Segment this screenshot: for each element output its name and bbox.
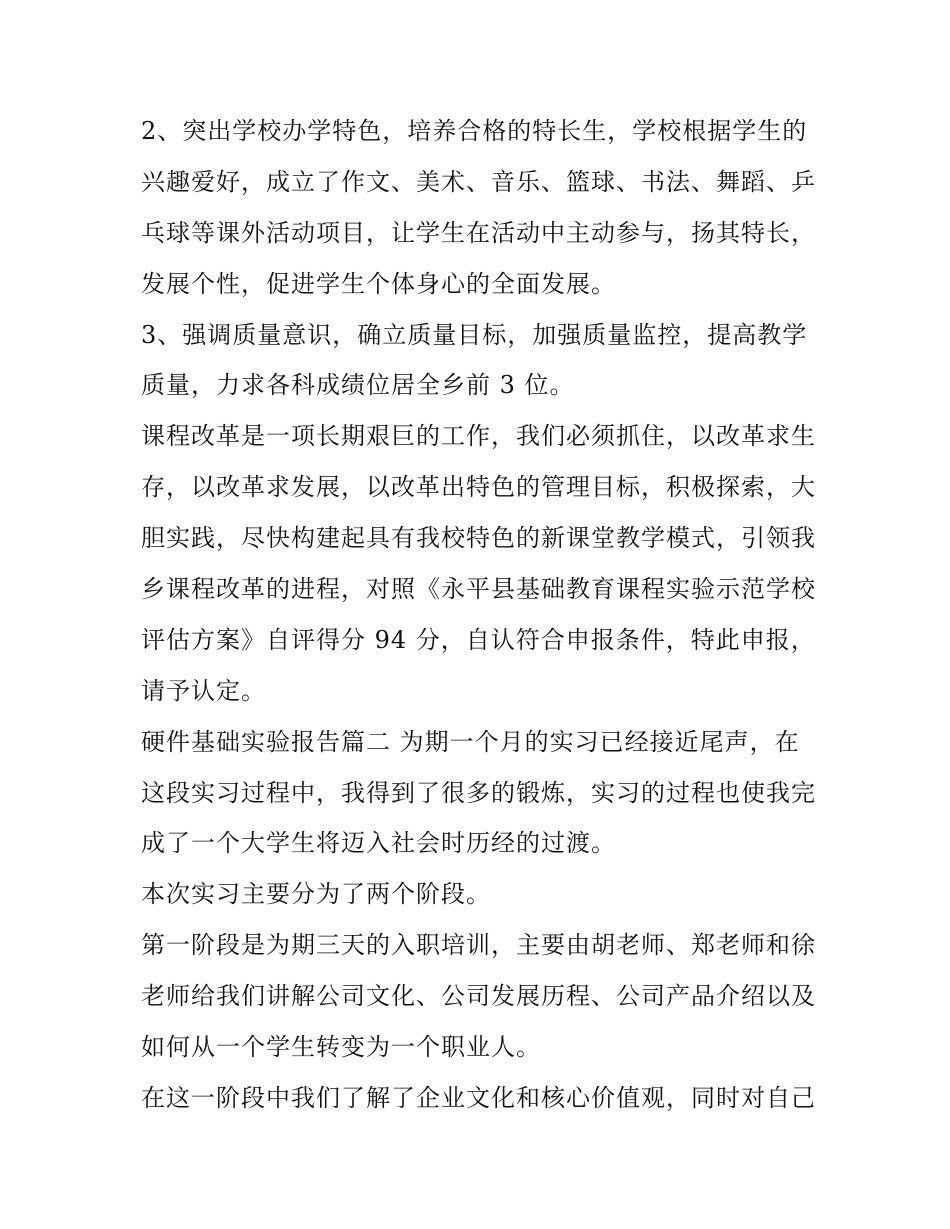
body-text <box>141 106 821 1124</box>
text-line: 在这一阶段中我们了解了企业文化和核心价值观，同时对自己 <box>141 1083 816 1112</box>
text-line: 存，以改革求发展，以改革出特色的管理目标，积极探索，大 <box>141 473 816 502</box>
text-line: 乓球等课外活动项目，让学生在活动中主动参与，扬其特长， <box>141 218 816 247</box>
text-line: 发展个性，促进学生个体身心的全面发展。 <box>141 269 616 298</box>
text-line: 3、强调质量意识，确立质量目标，加强质量监控，提高教学 <box>141 320 808 349</box>
text-line: 乡课程改革的进程，对照《永平县基础教育课程实验示范学校 <box>141 575 816 604</box>
text-line: 2、突出学校办学特色，培养合格的特长生，学校根据学生的 <box>141 117 808 145</box>
text-line: 成了一个大学生将迈入社会时历经的过渡。 <box>141 829 616 858</box>
text-line: 胆实践，尽快构建起具有我校特色的新课堂教学模式，引领我 <box>141 524 816 553</box>
text-line: 质量，力求各科成绩位居全乡前 3 位。 <box>141 371 575 400</box>
text-line: 第一阶段是为期三天的入职培训，主要由胡老师、郑老师和徐 <box>141 931 816 960</box>
text-line: 这段实习过程中，我得到了很多的锻炼，实习的过程也使我完 <box>141 778 816 807</box>
text-line: 评估方案》自评得分 94 分，自认符合申报条件，特此申报， <box>141 625 816 654</box>
text-line: 本次实习主要分为了两个阶段。 <box>141 880 491 909</box>
text-line: 课程改革是一项长期艰巨的工作，我们必须抓住，以改革求生 <box>141 422 816 451</box>
text-line: 请予认定。 <box>141 676 266 705</box>
text-line: 如何从一个学生转变为一个职业人。 <box>141 1033 541 1062</box>
text-line: 老师给我们讲解公司文化、公司发展历程、公司产品介绍以及 <box>141 982 816 1011</box>
text-line: 兴趣爱好，成立了作文、美术、音乐、篮球、书法、舞蹈、乒 <box>141 167 816 196</box>
text-line: 硬件基础实验报告篇二 为期一个月的实习已经接近尾声，在 <box>141 727 800 756</box>
